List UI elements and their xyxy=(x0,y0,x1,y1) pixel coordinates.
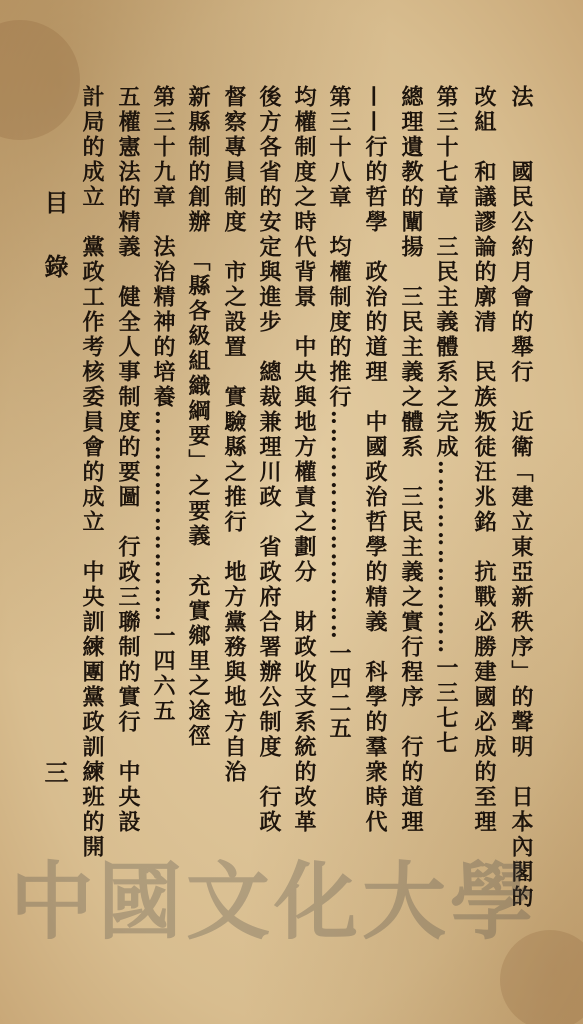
page-number: 三 xyxy=(40,760,69,787)
toc-line: ——行的哲學 政治的道理 中國政治哲學的精義 科學的羣衆時代 xyxy=(362,85,388,835)
toc-line: 新縣制的創辦 「縣各級組織綱要」之要義 充實鄉里之途徑 xyxy=(185,85,211,749)
toc-line: 總理遺教的闡揚 三民主義之體系 三民主義之實行程序 行的道理 xyxy=(398,85,424,835)
watermark: 中國文化大學 xyxy=(10,852,539,951)
paper-stain xyxy=(500,930,583,1024)
toc-line: 均權制度之時代背景 中央與地方權責之劃分 財政收支系統的改革 xyxy=(291,85,317,835)
toc-line: 督察專員制度 市之設置 實驗縣之推行 地方黨務與地方自治 xyxy=(221,85,247,785)
toc-line: 後方各省的安定與進步 總裁兼理川政 省政府合署辦公制度 行政 xyxy=(256,85,282,835)
toc-line: 改組 和議謬論的廓清 民族叛徒汪兆銘 抗戰必勝建國必成的至理 xyxy=(471,85,497,835)
page-title: 目錄 xyxy=(40,190,69,318)
toc-line: 法 國民公約月會的舉行 近衛「建立東亞新秩序」的聲明 日本內閣的 xyxy=(508,85,534,910)
paper-stain xyxy=(0,20,80,140)
toc-line: 第三十八章 均權制度的推行‥‥‥‥‥‥‥‥‥‥‥‥‥一四二五 xyxy=(326,85,352,742)
toc-line: 第三十七章 三民主義體系之完成‥‥‥‥‥‥‥‥‥‥‥一三七七 xyxy=(433,85,459,757)
toc-line: 計局的成立 黨政工作考核委員會的成立 中央訓練團黨政訓練班的開 xyxy=(79,85,105,860)
toc-line: 五權憲法的精義 健全人事制度的要圖 行政三聯制的實行 中央設 xyxy=(115,85,141,835)
toc-line: 第三十九章 法治精神的培養‥‥‥‥‥‥‥‥‥‥‥‥一四六五 xyxy=(150,85,176,724)
